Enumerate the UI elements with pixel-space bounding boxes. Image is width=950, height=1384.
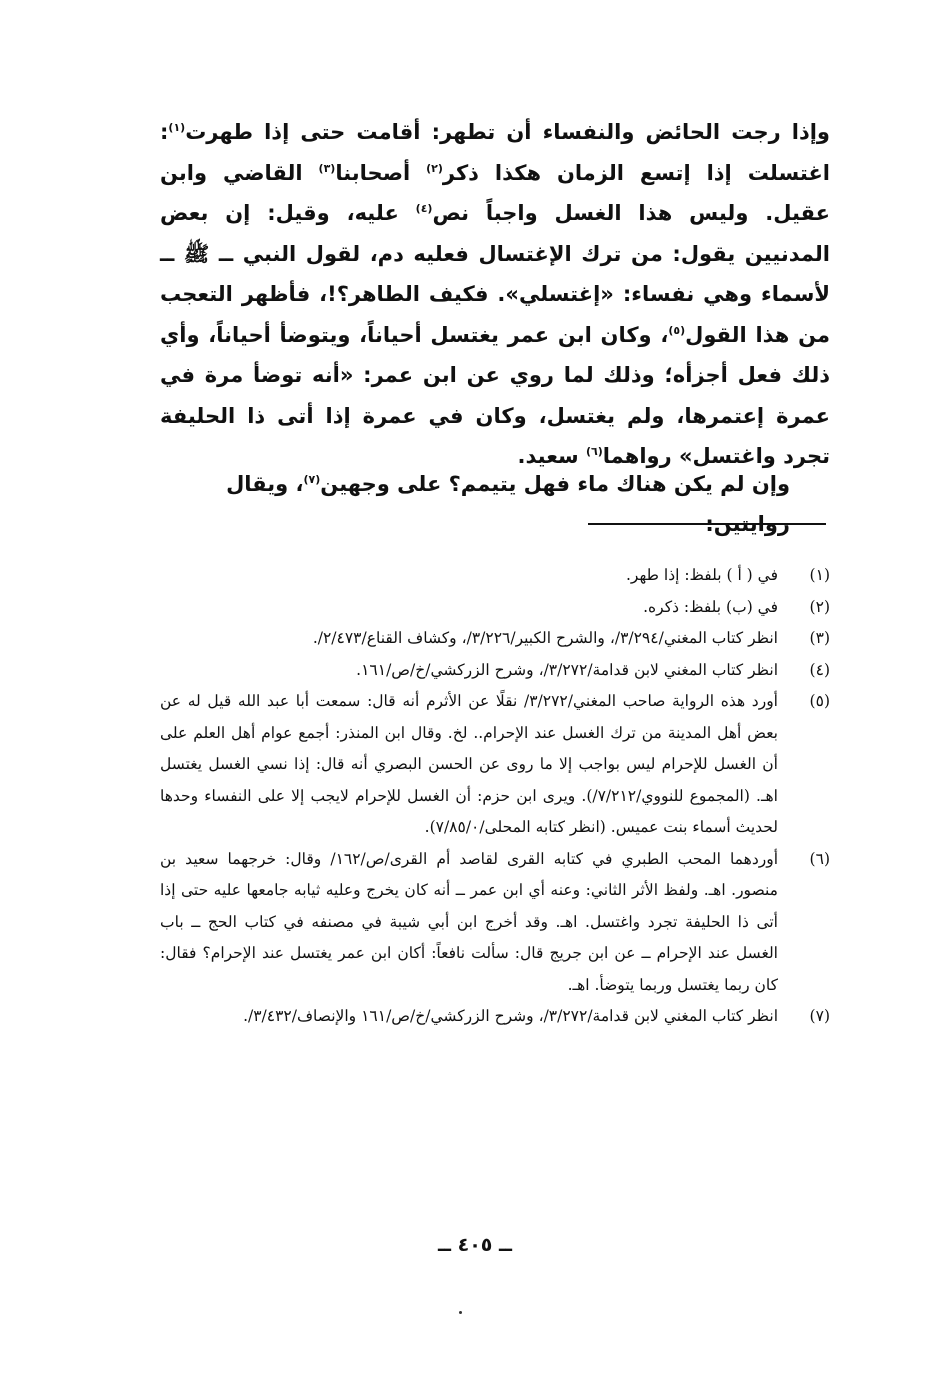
footnote-item — [160, 623, 830, 655]
footnote-text: انظر كتاب المغني/٣/٢٩٤/، والشرح الكبير/٣/٢٢٦/، وكشاف القناع/٢/٤٧٣/. — [312, 629, 778, 647]
footnote-text: أورد هذه الرواية صاحب المغني/٣/٢٧٢/ نقلًا عن الأثرم أنه قال: سمعت أبا عبد الله قيل له عن بعض أهل المدينة من ترك الغسل عند الإحرام.. لخ. وقال ابن المنذر: أجمع عوام أهل العلم على أن الغسل للإحرام ليس بواجب إلا ما روى عن الحسن البصري أنه قال: إذا نسي الغسل يغتسل اهـ. (المجموع للنووي/٧/٢١٢/). ويرى ابن حزم: أن الغسل للإحرام لايجب إلا على النفساء وحدها لحديث أسماء بنت عميس. (انظر كتابه المحلى/٧/٨٥/٠). — [160, 692, 778, 836]
footnote-item — [160, 592, 830, 624]
footnote-text: في (ب) بلفظ: ذكره. — [643, 597, 778, 616]
footnote-ref-5[interactable]: (٥) — [668, 323, 686, 337]
text-run: القاضي وابن عقيل. وليس هذا الغسل واجباً نص — [160, 160, 830, 225]
footnote-number: (٦) — [809, 849, 830, 868]
footnotes-list — [160, 560, 830, 1033]
footnote-item — [160, 1001, 830, 1033]
footnote-ref-1[interactable]: (١) — [168, 121, 186, 134]
footnote-item — [160, 655, 830, 687]
text-run: وإذا رجت الحائض والنفساء أن تطهر: أقامت حتى إذا طهرت — [185, 120, 830, 144]
footnote-item — [160, 844, 830, 1002]
footnote-ref-2[interactable]: (٢) — [426, 161, 443, 175]
text-run: عليه، وقيل: إن بعض المدنيين يقول: من ترك الإغتسال فعليه دم، لقول النبي ــ ﷺ ــ لأسماء وهي نفساء: «إغتسلي». فكيف الطاهر؟!، فأظهر التعجب من هذا القول — [160, 201, 830, 347]
footnote-item — [160, 560, 830, 592]
footnote-ref-3[interactable]: (٣) — [318, 161, 336, 175]
footnote-ref-6[interactable]: (٦) — [586, 445, 603, 458]
footnote-number: (٤) — [809, 660, 830, 679]
footnote-number: (٢) — [809, 597, 830, 616]
footnote-text: انظر كتاب المغني لابن قدامة/٣/٢٧٢/، وشرح الزركشي/خ/ص/١٦١ والإنصاف/٣/٤٣٢/. — [243, 1007, 778, 1025]
footnote-number: (١) — [809, 566, 830, 584]
second-paragraph — [160, 464, 830, 544]
footnote-text: انظر كتاب المغني لابن قدامة/٣/٢٧٢/، وشرح الزركشي/خ/ص/١٦١. — [356, 660, 778, 679]
text-run: سعيد. — [517, 444, 587, 468]
main-paragraph — [160, 112, 830, 477]
footnote-number: (٣) — [809, 629, 830, 647]
page-number: ــ ٤٠٥ ــ — [437, 1234, 512, 1256]
text-run: أصحابنا — [335, 160, 427, 185]
text-run: ، وكان ابن عمر يغتسل أحياناً، ويتوضأ أحياناً، وأي ذلك فعل أجزأه؛ وذلك لما روي عن ابن عمر: «أنه توضأ مرة في عمرة إعتمرها، ولم يغتسل، وكان في عمرة إذا أتى ذا الحليفة تجرد واغتسل» رواهما — [160, 322, 830, 468]
footnote-item — [160, 686, 830, 844]
text-run: : اغتسلت إذا إتسع الزمان هكذا ذكر — [160, 120, 830, 185]
scan-speck — [459, 1311, 462, 1314]
footnote-text: أوردهما المحب الطبري في كتابه القرى لقاصد أم القرى/ص/١٦٢/ وقال: خرجهما سعيد بن منصور. اهـ. ولفظ الأثر الثاني: وعنه أي ابن عمر ــ أنه كان يخرج وعليه ثيابه جامعها عليه حتى إذا أتى ذا الحليفة تجرد واغتسل. اهـ. وقد أخرج ابن أبي شيبة في مصنفه في كتاب الحج ــ باب الغسل عند الإحرام ــ عن ابن جريج قال: سألت نافعاً: أكان ابن عمر يغتسل عند الإحرام؟ فقال: كان ربما يغتسل وربما يتوضأ. اهـ. — [160, 849, 778, 994]
footnote-ref-7[interactable]: (٧) — [303, 473, 321, 486]
text-run: ، ويقال روايتين: — [226, 472, 790, 536]
footnote-text: في ( أ ) بلفظ: إذا طهر. — [626, 566, 778, 584]
footnote-ref-4[interactable]: (٤) — [415, 202, 433, 215]
footnote-number: (٧) — [809, 1007, 830, 1025]
footnote-separator — [588, 523, 826, 525]
footnote-number: (٥) — [809, 692, 830, 710]
text-run: وإن لم يكن هناك ماء فهل يتيمم؟ على وجهين — [320, 472, 790, 496]
